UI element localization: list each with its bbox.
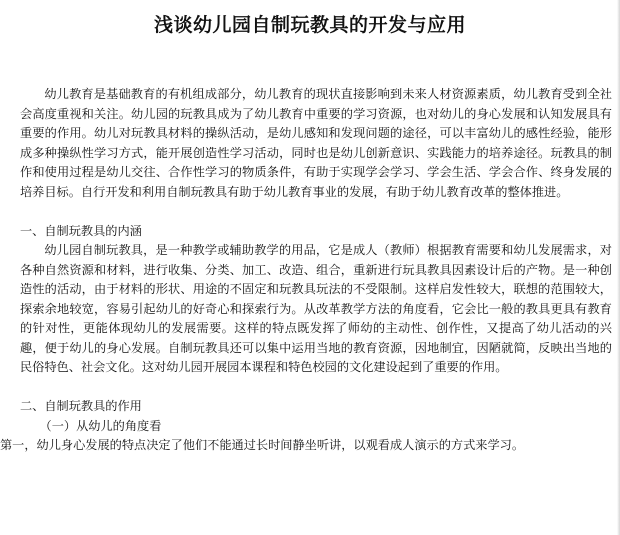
paragraph-spacer [20, 378, 612, 398]
section-2-first-line: 第一，幼儿身心发展的特点决定了他们不能通过长时间静坐听讲，以观看成人演示的方式来学习。 [0, 438, 525, 452]
intro-paragraph: 幼儿教育是基础教育的有机组成部分，幼儿教育的现状直接影响到未来人材资源素质，幼儿教育受到全社会高度重视和关注。幼儿园的玩教具成为了幼儿教育中重要的学习资源，也对幼儿的身心发展和认知发展具有重要的作用。幼儿对玩教具材料的操纵活动，是幼儿感知和发现问题的途径，可以丰富幼儿的感性经验，能形成多种操纵性学习方式，能开展创造性学习活动，同时也是幼儿创新意识、实践能力的培养途径。玩教具的制作和使用过程是幼儿交往、合作性学习的物质条件，有助于实现学会学习、学会生活、学会合作、终身发展的培养目标。自行开发和利用自制玩教具有助于幼儿教育事业的发展，有助于幼儿教育改革的整体推进。 [20, 87, 612, 199]
section-2-heading: 二、自制玩教具的作用 [20, 399, 142, 413]
section-1-paragraph: 幼儿园自制玩教具，是一种教学或辅助教学的用品，它是成人（教师）根据教育需要和幼儿发展需求，对各种自然资源和材料，进行收集、分类、加工、改造、组合，重新进行玩具教具因素设计后的产物。是一种创造性的活动，由于材料的形状、用途的不固定和玩教具玩法的不受限制。这样启发性较大，联想的范围较大，探索余地较宽，容易引起幼儿的好奇心和探索行为。从改革教学方法的角度看，它会比一般的教具更具有教育的针对性，更能体现幼儿的发展需要。这样的特点既发挥了师幼的主动性、创作性，又提高了幼儿活动的兴趣，便于幼儿的身心发展。自制玩教具还可以集中运用当地的教育资源，因地制宜，因陋就简，反映出当地的民俗特色、社会文化。这对幼儿园开展园本课程和特色校园的文化建设起到了重要的作用。 [20, 243, 612, 374]
section-2-subheading: （一）从幼儿的角度看 [39, 418, 162, 433]
document-body [0, 85, 612, 456]
section-1-heading: 一、自制玩教具的内涵 [20, 223, 142, 238]
paragraph-spacer [20, 202, 612, 222]
document-title: 浅谈幼儿园自制玩教具的开发与应用 [153, 14, 466, 36]
